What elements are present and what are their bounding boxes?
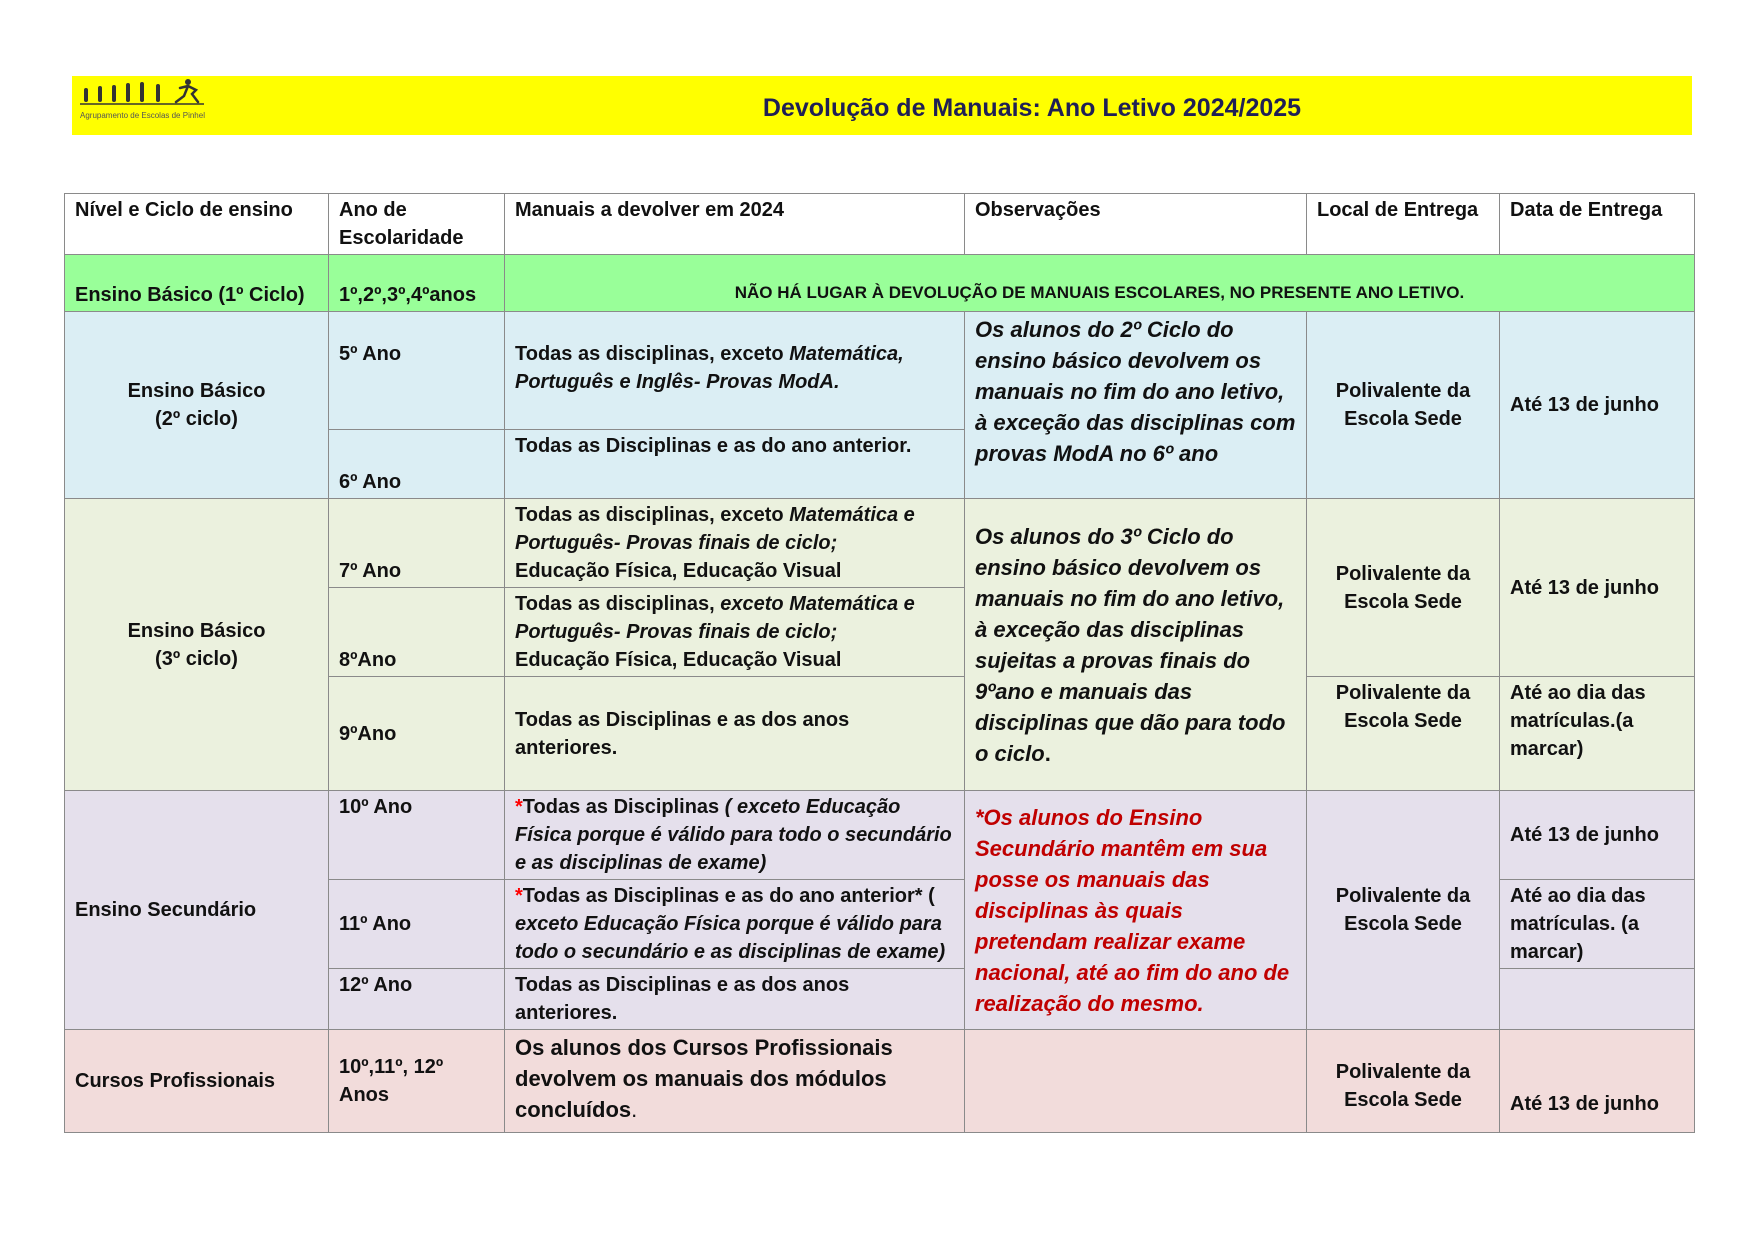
- nivel-line: Ensino Básico: [127, 380, 266, 402]
- manuais-text: Todas as Disciplinas e as do ano anterior* (: [522, 885, 935, 907]
- manuais-exception: Matemática e Português- Provas finais de ciclo;: [515, 504, 915, 554]
- observacoes-cell: Os alunos do 2º Ciclo do ensino básico devolvem os manuais no fim do ano letivo, à exceção das disciplinas com provas ModA no 6º ano: [965, 312, 1307, 499]
- column-header-data: Data de Entrega: [1500, 194, 1695, 255]
- manuais-text: Todas as disciplinas, exceto: [515, 343, 790, 365]
- title-banner: [72, 76, 1692, 135]
- data-cell: Até ao dia das matrículas. (a marcar): [1500, 880, 1695, 969]
- observacoes-text: Os alunos do 3º Ciclo do ensino básico devolvem os manuais no fim do ano letivo, à exceção das disciplinas sujeitas a provas finais do 9ºano e manuais das disciplinas que dão para todo o ciclo: [975, 523, 1286, 766]
- data-cell: Até 13 de junho: [1500, 312, 1695, 499]
- manuais-cell: Todas as Disciplinas e as dos anos anteriores.: [505, 969, 965, 1030]
- table-row: [65, 791, 1695, 880]
- manuais-cell: [505, 499, 965, 588]
- local-cell: Polivalente da Escola Sede: [1307, 677, 1500, 791]
- ano-cell: 10º,11º, 12º Anos: [329, 1030, 505, 1133]
- manuais-exception: exceto Matemática e Português- Provas finais de ciclo;: [515, 593, 915, 643]
- local-cell: Polivalente da Escola Sede: [1307, 499, 1500, 677]
- ano-cell: 9ºAno: [329, 677, 505, 791]
- ano-cell: 8ºAno: [329, 588, 505, 677]
- ano-cell: 12º Ano: [329, 969, 505, 1030]
- ano-cell: 10º Ano: [329, 791, 505, 880]
- nivel-cell: Ensino Secundário: [65, 791, 329, 1030]
- no-return-notice: NÃO HÁ LUGAR À DEVOLUÇÃO DE MANUAIS ESCOLARES, NO PRESENTE ANO LETIVO.: [505, 255, 1695, 312]
- ano-cell: 1º,2º,3º,4ºanos: [329, 255, 505, 312]
- table-header-row: [65, 194, 1695, 255]
- nivel-line: Ensino Básico: [127, 619, 266, 642]
- manuais-cell: [505, 791, 965, 880]
- data-cell: Até ao dia das matrículas.(a marcar): [1500, 677, 1695, 791]
- manuais-cell: Todas as Disciplinas e as dos anos anteriores.: [505, 677, 965, 791]
- observacoes-cell: *Os alunos do Ensino Secundário mantêm em sua posse os manuais das disciplinas às quais pretendam realizar exame nacional, até ao fim do ano de realização do mesmo.: [965, 791, 1307, 1030]
- data-cell: Até 13 de junho: [1500, 791, 1695, 880]
- manuais-cell: [505, 312, 965, 430]
- manuais-exception: Matemática, Português e Inglês- Provas ModA.: [515, 343, 904, 393]
- manuais-text: Educação Física, Educação Visual: [515, 560, 842, 582]
- asterisk-mark: *: [515, 885, 523, 907]
- nivel-cell: [65, 499, 329, 791]
- table-row: [65, 312, 1695, 430]
- school-logo: [76, 76, 216, 128]
- local-cell: Polivalente da Escola Sede: [1307, 1030, 1500, 1133]
- ano-cell: 11º Ano: [329, 880, 505, 969]
- page-title: Devolução de Manuais: Ano Letivo 2024/2025: [762, 94, 1302, 122]
- manuais-period: .: [631, 1097, 638, 1122]
- manuais-cell: Todas as Disciplinas e as do ano anterior.: [505, 430, 965, 499]
- column-header-local: Local de Entrega: [1307, 194, 1500, 255]
- manuais-exception: ( exceto Educação Física porque é válido para todo o secundário e as disciplinas de exame): [515, 796, 952, 874]
- table-row: [65, 255, 1695, 312]
- data-cell: Até 13 de junho: [1500, 1030, 1695, 1133]
- manuais-exception: exceto Educação Física porque é válido para todo o secundário e as disciplinas de exame): [515, 913, 946, 963]
- manuals-table: [64, 193, 1695, 1133]
- manuais-text: Todas as disciplinas, exceto: [515, 504, 790, 526]
- nivel-cell: Cursos Profissionais: [65, 1030, 329, 1133]
- manuais-cell: [505, 880, 965, 969]
- column-header-nivel: Nível e Ciclo de ensino: [65, 194, 329, 255]
- manuais-text: Os alunos dos Cursos Profissionais devolvem os manuais dos módulos concluídos: [515, 1035, 893, 1122]
- nivel-cell: Ensino Básico (1º Ciclo): [65, 255, 329, 312]
- data-cell: [1500, 969, 1695, 1030]
- asterisk-mark: *: [515, 796, 523, 818]
- ano-cell: 5º Ano: [329, 312, 505, 430]
- column-header-ano: Ano de Escolaridade: [329, 194, 505, 255]
- local-cell: Polivalente da Escola Sede: [1307, 791, 1500, 1030]
- observacoes-period: .: [1044, 740, 1051, 766]
- manuais-text: Educação Física, Educação Visual: [515, 649, 842, 671]
- column-header-observacoes: Observações: [965, 194, 1307, 255]
- nivel-cell: [65, 312, 329, 499]
- observacoes-cell: [965, 1030, 1307, 1133]
- local-cell: Polivalente da Escola Sede: [1307, 312, 1500, 499]
- manuais-text: Todas as Disciplinas: [522, 796, 725, 818]
- manuais-cell: [505, 1030, 965, 1133]
- ano-cell: 6º Ano: [329, 430, 505, 499]
- nivel-line: (2º ciclo): [155, 408, 238, 430]
- logo-caption: Agrupamento de Escolas de Pinhel: [80, 111, 205, 120]
- column-header-manuais: Manuais a devolver em 2024: [505, 194, 965, 255]
- manuais-cell: [505, 588, 965, 677]
- observacoes-cell: [965, 499, 1307, 791]
- table-row: [65, 1030, 1695, 1133]
- manuais-text: Todas as disciplinas,: [515, 593, 721, 615]
- data-cell: Até 13 de junho: [1500, 499, 1695, 677]
- ano-cell: 7º Ano: [329, 499, 505, 588]
- table-row: [65, 499, 1695, 588]
- logo-figures-icon: [76, 76, 216, 110]
- nivel-line: (3º ciclo): [155, 647, 238, 670]
